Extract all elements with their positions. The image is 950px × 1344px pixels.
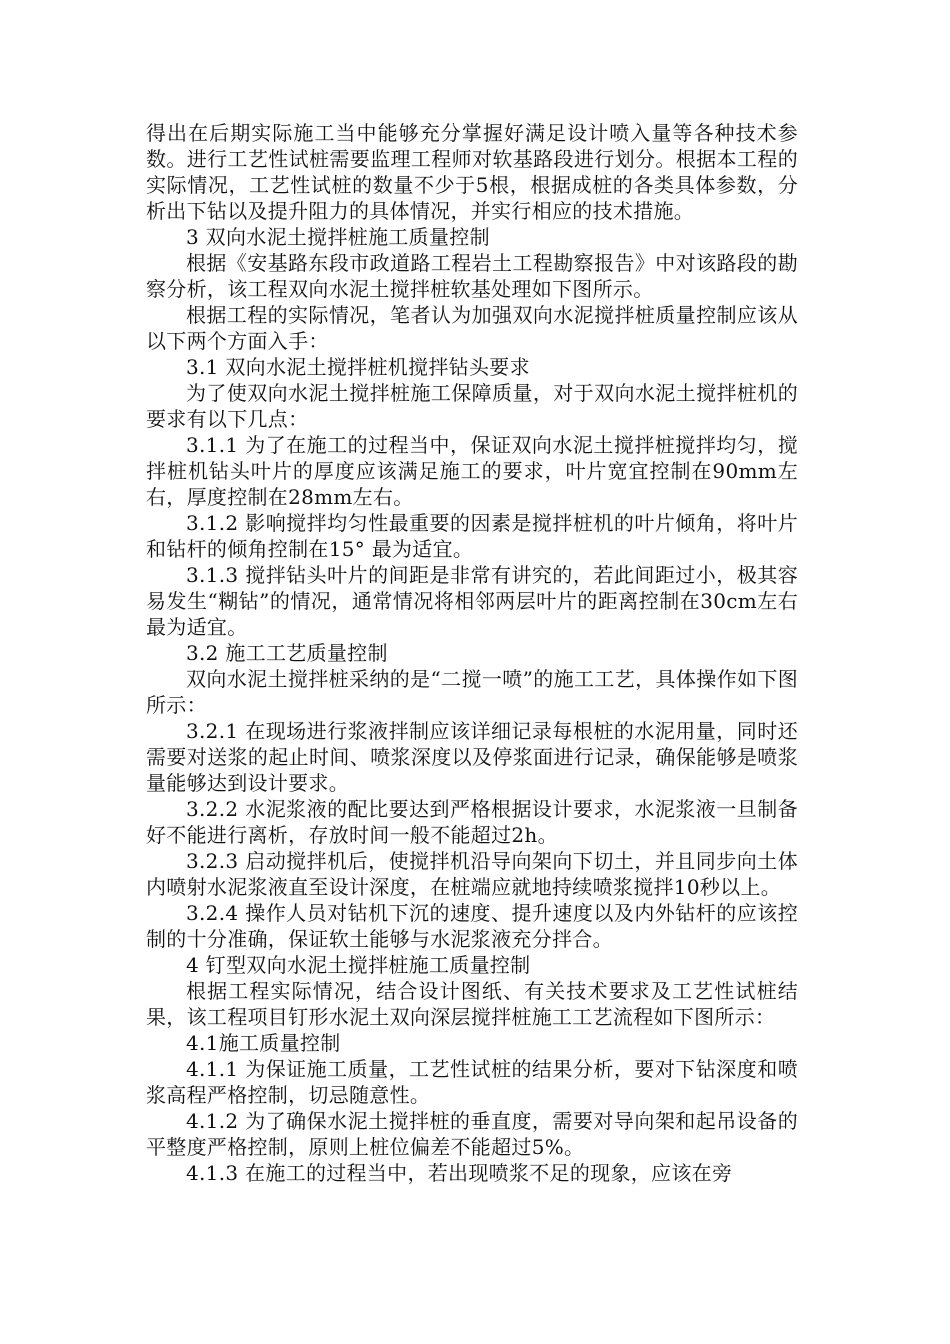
section-heading-3-1: 3.1 双向水泥土搅拌桩机搅拌钻头要求 [186, 355, 530, 379]
paragraph-continuation: 得出在后期实际施工当中能够充分掌握好满足设计喷入量等各种技术参数。进行工艺性试桩需要监理工程师对软基路段进行划分。根据本工程的实际情况，工艺性试桩的数量不少于5根，根据成桩的各类具体参数，分析出下钻以及提升阻力的具体情况，并实行相应的技术措施。 [146, 121, 798, 223]
paragraph-3-2-4: 3.2.4 操作人员对钻机下沉的速度、提升速度以及内外钻杆的应该控制的十分准确，保证软土能够与水泥浆液充分拌合。 [146, 901, 798, 951]
paragraph: 双向水泥土搅拌桩采纳的是“二搅一喷”的施工工艺，具体操作如下图所示： [146, 667, 798, 717]
section-heading-3: 3 双向水泥土搅拌桩施工质量控制 [186, 225, 490, 249]
paragraph-3-2-2: 3.2.2 水泥浆液的配比要达到严格根据设计要求，水泥浆液一旦制备好不能进行离析，存放时间一般不能超过2h。 [146, 797, 798, 847]
paragraph: 根据工程的实际情况，笔者认为加强双向水泥搅拌桩质量控制应该从以下两个方面入手： [146, 303, 798, 353]
paragraph-3-1-1: 3.1.1 为了在施工的过程当中，保证双向水泥土搅拌桩搅拌均匀，搅拌桩机钻头叶片的厚度应该满足施工的要求，叶片宽宜控制在90mm左右，厚度控制在28mm左右。 [146, 433, 798, 509]
paragraph-3-2-1: 3.2.1 在现场进行浆液拌制应该详细记录每根桩的水泥用量，同时还需要对送浆的起止时间、喷浆深度以及停浆面进行记录，确保能够是喷浆量能够达到设计要求。 [146, 719, 798, 795]
section-heading-4: 4 钉型双向水泥土搅拌桩施工质量控制 [186, 953, 531, 977]
paragraph-4-1-2: 4.1.2 为了确保水泥土搅拌桩的垂直度，需要对导向架和起吊设备的平整度严格控制，原则上桩位偏差不能超过5%。 [146, 1109, 798, 1159]
paragraph-4-1-3: 4.1.3 在施工的过程当中，若出现喷浆不足的现象，应该在旁 [186, 1161, 733, 1185]
paragraph-3-1-2: 3.1.2 影响搅拌均匀性最重要的因素是搅拌桩机的叶片倾角，将叶片和钻杆的倾角控制在15° 最为适宜。 [146, 511, 798, 561]
paragraph-3-1-3: 3.1.3 搅拌钻头叶片的间距是非常有讲究的，若此间距过小，极其容易发生“糊钻”的情况，通常情况将相邻两层叶片的距离控制在30cm左右最为适宜。 [146, 563, 798, 639]
section-heading-3-2: 3.2 施工工艺质量控制 [186, 641, 388, 665]
paragraph: 为了使双向水泥土搅拌桩施工保障质量，对于双向水泥土搅拌桩机的要求有以下几点： [146, 381, 798, 431]
paragraph-4-1-1: 4.1.1 为保证施工质量，工艺性试桩的结果分析，要对下钻深度和喷浆高程严格控制，切忌随意性。 [146, 1057, 798, 1107]
paragraph: 根据《安基路东段市政道路工程岩土工程勘察报告》中对该路段的勘察分析，该工程双向水泥土搅拌桩软基处理如下图所示。 [146, 251, 798, 301]
document-body [146, 120, 798, 1186]
paragraph-3-2-3: 3.2.3 启动搅拌机后，使搅拌机沿导向架向下切土，并且同步向土体内喷射水泥浆液直至设计深度，在桩端应就地持续喷浆搅拌10秒以上。 [146, 849, 798, 899]
section-heading-4-1: 4.1施工质量控制 [186, 1031, 341, 1055]
paragraph: 根据工程实际情况，结合设计图纸、有关技术要求及工艺性试桩结果，该工程项目钉形水泥土双向深层搅拌桩施工工艺流程如下图所示： [146, 979, 798, 1029]
